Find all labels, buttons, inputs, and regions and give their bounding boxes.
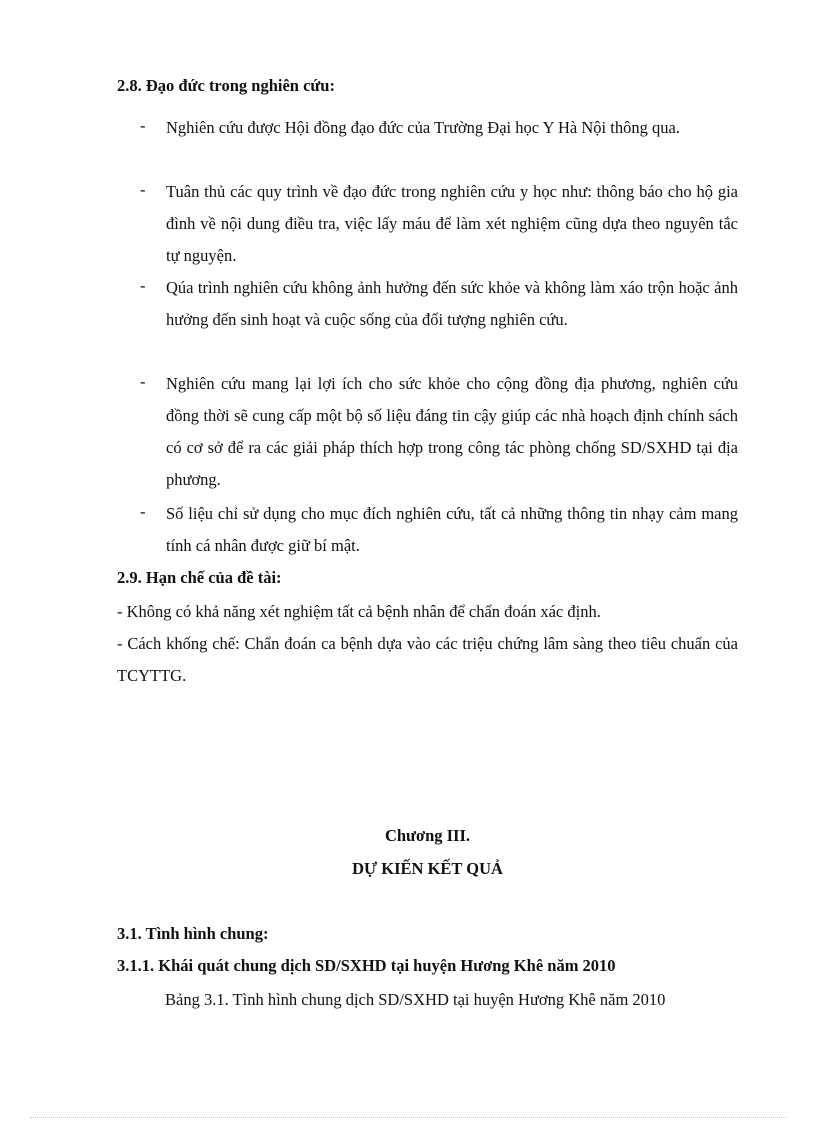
control-line: - Cách khống chế: Chẩn đoán ca bệnh dựa vào các triệu chứng lâm sàng theo tiêu chuẩn của TCYTTG. bbox=[117, 634, 738, 685]
list-item: Qúa trình nghiên cứu không ảnh hưởng đến sức khỏe và không làm xáo trộn hoặc ảnh hưởng đến sinh hoạt và cuộc sống của đối tượng nghiên cứu. bbox=[166, 278, 738, 329]
list-item: Số liệu chỉ sử dụng cho mục đích nghiên cứu, tất cả những thông tin nhạy cảm mang tính cá nhân được giữ bí mật. bbox=[166, 504, 738, 555]
bullet-dash: - bbox=[140, 276, 146, 295]
table-caption: Bảng 3.1. Tình hình chung dịch SD/SXHD tại huyện Hương Khê năm 2010 bbox=[165, 990, 666, 1009]
list-item: Nghiên cứu được Hội đồng đạo đức của Trường Đại học Y Hà Nội thông qua. bbox=[166, 118, 680, 137]
section-heading-2-9: 2.9. Hạn chế của đề tài: bbox=[117, 568, 282, 587]
chapter-number: Chương III. bbox=[384, 826, 471, 845]
bullet-dash: - bbox=[140, 116, 146, 135]
section-heading-2-8: 2.8. Đạo đức trong nghiên cứu: bbox=[117, 76, 335, 95]
bullet-dash: - bbox=[140, 180, 146, 199]
page-bottom-rule bbox=[30, 1117, 786, 1118]
list-item: Tuân thủ các quy trình về đạo đức trong nghiên cứu y học như: thông báo cho hộ gia đình về nội dung điều tra, việc lấy máu để làm xét nghiệm cũng dựa theo nguyên tắc tự nguyện. bbox=[166, 182, 738, 265]
sub-heading-3-1-1: 3.1.1. Khái quát chung dịch SD/SXHD tại huyện Hương Khê năm 2010 bbox=[117, 956, 616, 975]
chapter-title: DỰ KIẾN KẾT QUẢ bbox=[352, 859, 503, 878]
limitation-line: - Không có khả năng xét nghiệm tất cả bệnh nhân để chẩn đoán xác định. bbox=[117, 602, 601, 621]
bullet-dash: - bbox=[140, 372, 146, 391]
bullet-dash: - bbox=[140, 502, 146, 521]
list-item: Nghiên cứu mang lại lợi ích cho sức khỏe cho cộng đồng địa phương, nghiên cứu đồng thời sẽ cung cấp một bộ số liệu đáng tin cậy giúp các nhà hoạch định chính sách có cơ sở để ra các giải pháp thích hợp trong công tác phòng chống SD/SXHD tại địa phương. bbox=[166, 374, 738, 489]
section-heading-3-1: 3.1. Tình hình chung: bbox=[117, 924, 269, 943]
